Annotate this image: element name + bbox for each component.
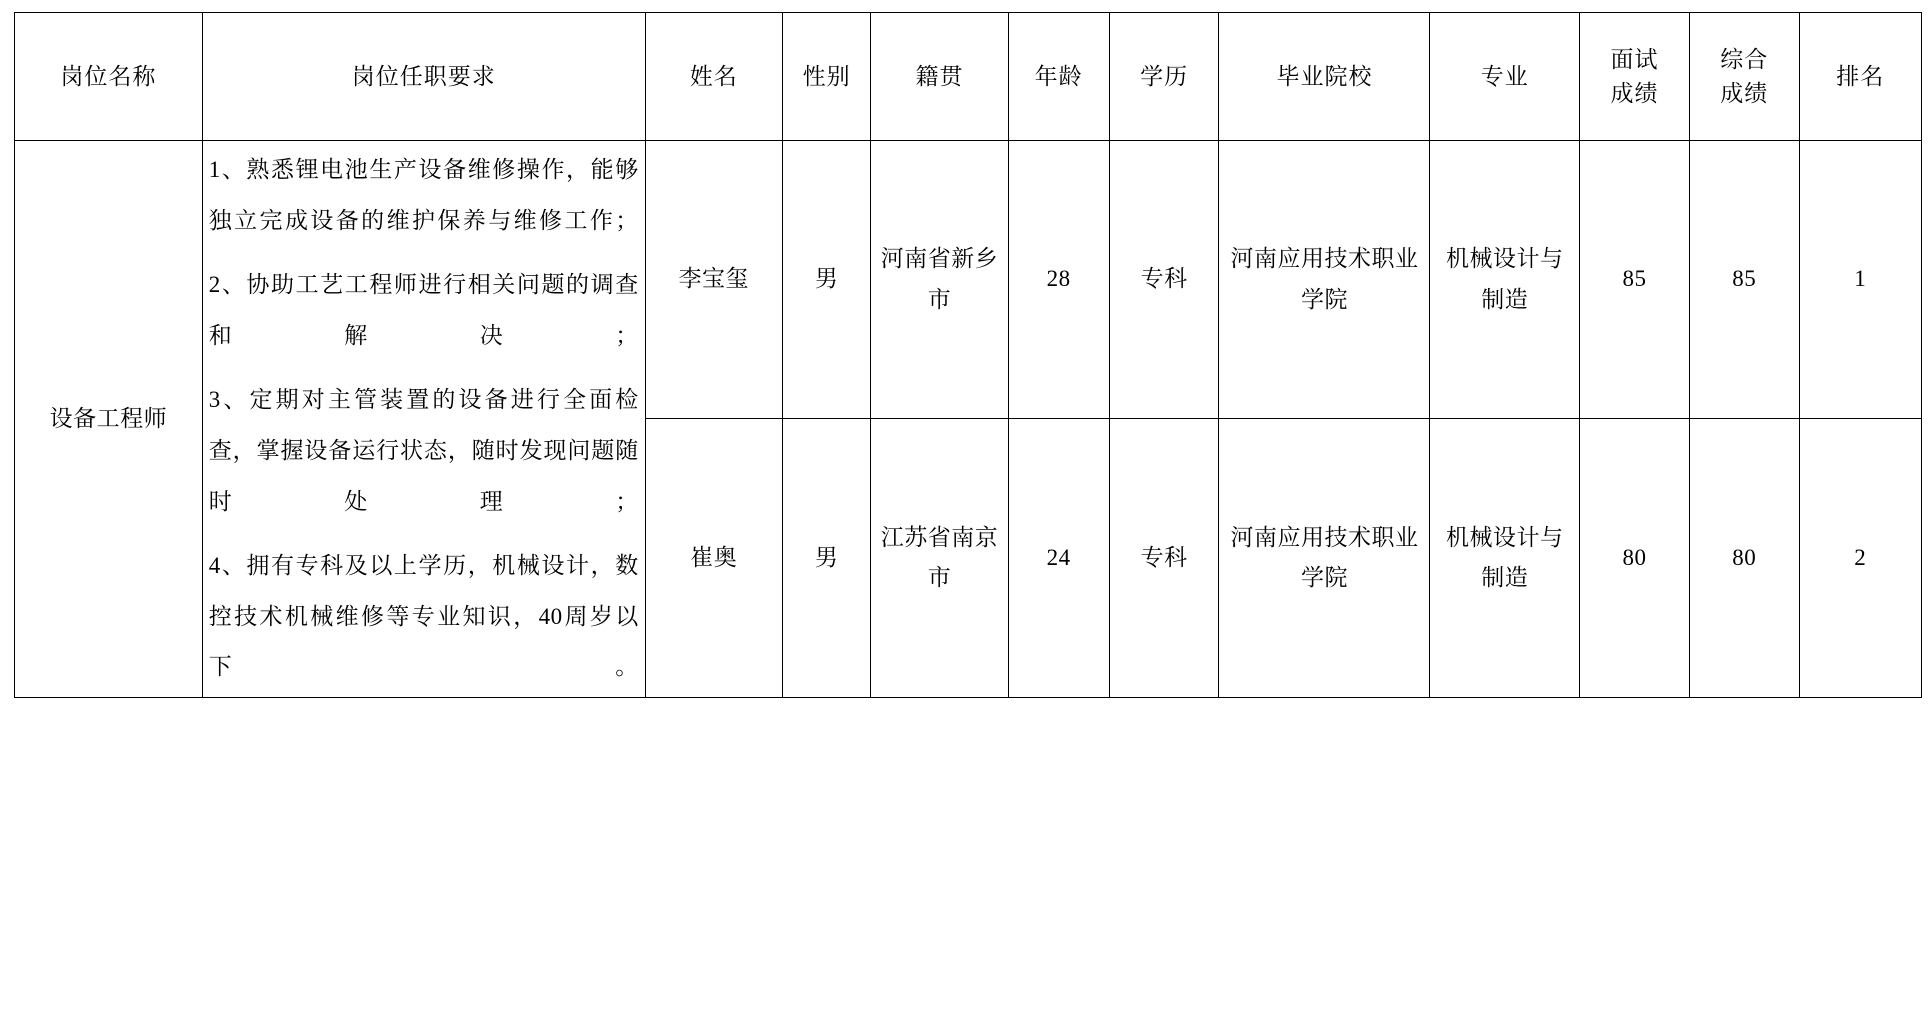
requirement-item: 1、熟悉锂电池生产设备维修操作，能够独立完成设备的维护保养与维修工作； [208, 157, 639, 233]
cell-major: 机械设计与制造 [1430, 141, 1580, 419]
header-row [15, 13, 1922, 141]
cell-education: 专科 [1109, 141, 1219, 419]
cell-age: 24 [1008, 419, 1109, 697]
cell-post-name: 设备工程师 [15, 141, 203, 698]
header-name: 姓名 [645, 13, 782, 141]
cell-name: 崔奥 [645, 419, 782, 697]
header-age: 年龄 [1008, 13, 1109, 141]
cell-total-score: 85 [1689, 141, 1799, 419]
requirement-item: 3、定期对主管装置的设备进行全面检查，掌握设备运行状态，随时发现问题随时处理； [208, 387, 639, 514]
header-native-place: 籍贯 [871, 13, 1008, 141]
header-school: 毕业院校 [1219, 13, 1430, 141]
cell-requirements [202, 141, 645, 698]
header-rank: 排名 [1799, 13, 1921, 141]
requirement-item: 2、协助工艺工程师进行相关问题的调查和解决； [208, 272, 639, 348]
header-gender: 性别 [782, 13, 871, 141]
header-major: 专业 [1430, 13, 1580, 141]
cell-interview-score: 85 [1580, 141, 1690, 419]
cell-school: 河南应用技术职业学院 [1219, 141, 1430, 419]
header-post-name: 岗位名称 [15, 13, 203, 141]
cell-rank: 1 [1799, 141, 1921, 419]
header-requirements: 岗位任职要求 [202, 13, 645, 141]
cell-native-place: 河南省新乡市 [871, 141, 1008, 419]
cell-name: 李宝玺 [645, 141, 782, 419]
cell-gender: 男 [782, 141, 871, 419]
header-total-score-line2: 成绩 [1720, 80, 1769, 106]
header-education: 学历 [1109, 13, 1219, 141]
cell-major: 机械设计与制造 [1430, 419, 1580, 697]
header-total-score-line1: 综合 [1720, 47, 1769, 73]
header-interview-score-line1: 面试 [1610, 47, 1659, 73]
table-body [15, 141, 1922, 698]
cell-rank: 2 [1799, 419, 1921, 697]
requirement-item: 4、拥有专科及以上学历，机械设计，数控技术机械维修等专业知识，40周岁以下。 [208, 553, 639, 680]
header-interview-score [1580, 13, 1690, 141]
cell-education: 专科 [1109, 419, 1219, 697]
cell-age: 28 [1008, 141, 1109, 419]
requirements-list [209, 145, 639, 693]
header-interview-score-line2: 成绩 [1610, 80, 1659, 106]
cell-gender: 男 [782, 419, 871, 697]
cell-school: 河南应用技术职业学院 [1219, 419, 1430, 697]
table-row [15, 141, 1922, 419]
cell-native-place: 江苏省南京市 [871, 419, 1008, 697]
cell-interview-score: 80 [1580, 419, 1690, 697]
header-total-score [1689, 13, 1799, 141]
candidate-results-table [14, 12, 1922, 698]
table-header [15, 13, 1922, 141]
cell-total-score: 80 [1689, 419, 1799, 697]
